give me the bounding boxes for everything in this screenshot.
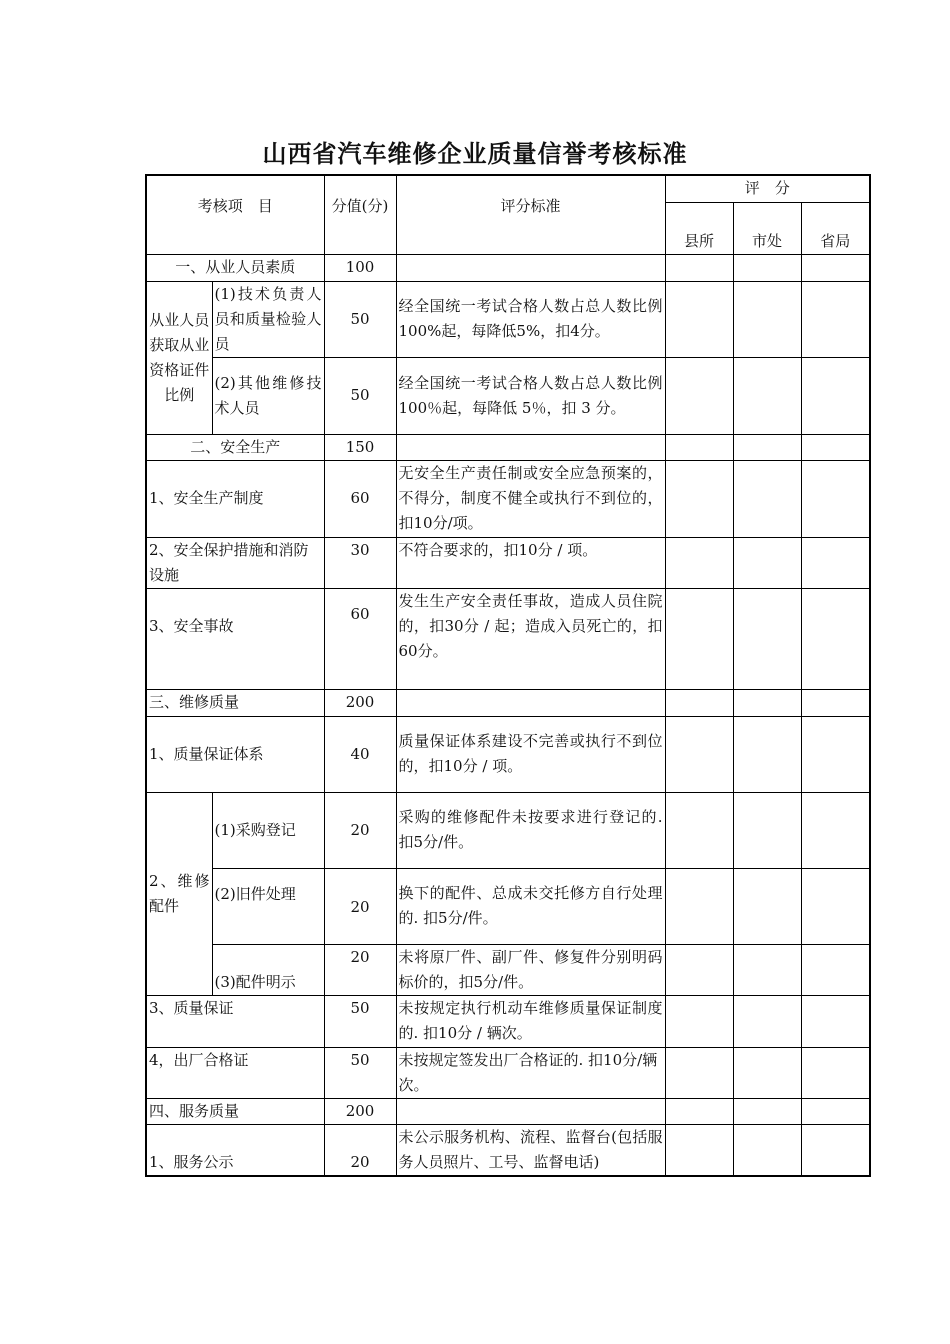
group-label: 从业人员获取从业资格证件比例 xyxy=(146,281,212,434)
item-label: 1、质量保证体系 xyxy=(146,716,324,792)
section-score: 200 xyxy=(324,689,396,716)
table-row xyxy=(146,995,870,1047)
assessment-table xyxy=(145,174,871,1177)
header-row xyxy=(146,175,870,202)
section-score: 150 xyxy=(324,434,396,460)
item-standard: 采购的维修配件未按要求进行登记的. 扣5分/件。 xyxy=(396,792,665,868)
item-label: 3、质量保证 xyxy=(146,995,324,1047)
section-row xyxy=(146,689,870,716)
table-row xyxy=(146,537,870,588)
item-label: (2)其他维修技术人员 xyxy=(212,357,324,434)
header-county: 县所 xyxy=(665,202,733,254)
item-label: 3、安全事故 xyxy=(146,588,324,689)
item-score: 20 xyxy=(324,868,396,944)
item-label: (1)采购登记 xyxy=(212,792,324,868)
item-score: 20 xyxy=(324,1124,396,1176)
item-label: 1、服务公示 xyxy=(146,1124,324,1176)
item-standard: 未按规定签发出厂合格证的. 扣10分/辆次。 xyxy=(396,1047,665,1098)
header-province: 省局 xyxy=(801,202,870,254)
item-standard: 无安全生产责任制或安全应急预案的，不得分，制度不健全或执行不到位的，扣10分/项。 xyxy=(396,460,665,537)
table-row xyxy=(146,460,870,537)
group-label: 2、维修配件 xyxy=(146,792,212,995)
header-item: 考核项 目 xyxy=(146,175,324,254)
table-row xyxy=(146,357,870,434)
section-row xyxy=(146,1098,870,1124)
item-standard: 发生生产安全责任事故，造成人员住院的，扣30分 / 起；造成入员死亡的，扣60分。 xyxy=(396,588,665,689)
item-standard: 质量保证体系建设不完善或执行不到位的，扣10分 / 项。 xyxy=(396,716,665,792)
item-standard: 不符合要求的，扣10分 / 项。 xyxy=(396,537,665,588)
section-score: 100 xyxy=(324,254,396,281)
table-row xyxy=(146,1124,870,1176)
item-label: 4，出厂合格证 xyxy=(146,1047,324,1098)
table-row xyxy=(146,716,870,792)
item-label: (2)旧件处理 xyxy=(212,868,324,944)
item-label: (3)配件明示 xyxy=(212,944,324,995)
item-standard: 换下的配件、总成未交托修方自行处理的. 扣5分/件。 xyxy=(396,868,665,944)
header-standard: 评分标准 xyxy=(396,175,665,254)
item-score: 50 xyxy=(324,1047,396,1098)
page-title: 山西省汽车维修企业质量信誉考核标准 xyxy=(262,140,688,168)
item-score: 60 xyxy=(324,460,396,537)
item-score: 50 xyxy=(324,281,396,357)
section-row xyxy=(146,434,870,460)
item-standard: 经全国统一考试合格人数占总人数比例 100％起，每降低 5％，扣 3 分。 xyxy=(396,357,665,434)
table-row xyxy=(146,792,870,868)
table-row xyxy=(146,944,870,995)
table-row xyxy=(146,868,870,944)
item-score: 50 xyxy=(324,995,396,1047)
section-title: 三、维修质量 xyxy=(146,689,324,716)
section-row xyxy=(146,254,870,281)
item-score: 60 xyxy=(324,588,396,689)
item-label: 2、安全保护措施和消防设施 xyxy=(146,537,324,588)
table-row xyxy=(146,1047,870,1098)
item-score: 50 xyxy=(324,357,396,434)
item-score: 20 xyxy=(324,792,396,868)
item-score: 40 xyxy=(324,716,396,792)
header-rating: 评 分 xyxy=(665,175,870,202)
item-score: 20 xyxy=(324,944,396,995)
section-title: 二、安全生产 xyxy=(146,434,324,460)
table-row xyxy=(146,588,870,689)
item-standard: 未将原厂件、副厂件、修复件分别明码标价的，扣5分/件。 xyxy=(396,944,665,995)
header-score: 分值(分) xyxy=(324,175,396,254)
item-label: (1)技术负责人员和质量检验人员 xyxy=(212,281,324,357)
section-title: 一、从业人员素质 xyxy=(146,254,324,281)
section-title: 四、服务质量 xyxy=(146,1098,324,1124)
section-score: 200 xyxy=(324,1098,396,1124)
table-row xyxy=(146,281,870,357)
item-label: 1、安全生产制度 xyxy=(146,460,324,537)
header-city: 市处 xyxy=(733,202,801,254)
item-standard: 未公示服务机构、流程、监督台(包括服务人员照片、工号、监督电话) xyxy=(396,1124,665,1176)
item-standard: 经全国统一考试合格人数占总人数比例100%起，每降低5%，扣4分。 xyxy=(396,281,665,357)
item-score: 30 xyxy=(324,537,396,588)
item-standard: 未按规定执行机动车维修质量保证制度的. 扣10分 / 辆次。 xyxy=(396,995,665,1047)
